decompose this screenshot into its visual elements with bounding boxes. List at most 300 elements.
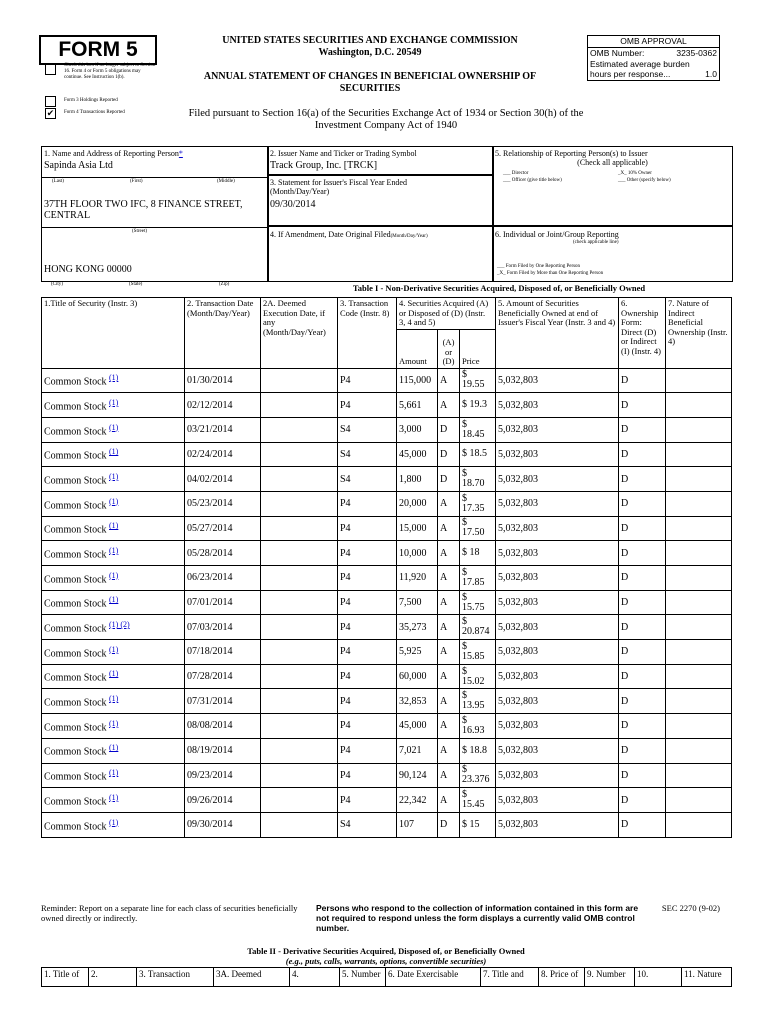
security-title: Common Stock <box>44 598 107 610</box>
ownership-form: D <box>619 738 666 763</box>
price-line2: 18.45 <box>462 428 485 440</box>
amount-owned: 5,032,803 <box>496 467 619 492</box>
relationship-label: 5. Relationship of Reporting Person(s) to Issuer <box>495 149 648 158</box>
table-row <box>42 640 732 665</box>
transaction-date: 05/28/2014 <box>185 541 261 566</box>
table-row <box>42 615 732 640</box>
derivative-col-header: 11. Nature <box>682 968 732 987</box>
omb-number-label: OMB Number: <box>590 48 645 58</box>
table-row <box>42 516 732 541</box>
price-line1: $ <box>462 690 467 702</box>
table-row <box>42 714 732 739</box>
table-row <box>42 788 732 813</box>
price-line2: 19.55 <box>462 379 485 391</box>
table2-subtitle: (e.g., puts, calls, warrants, options, convertible securities) <box>285 956 487 966</box>
security-title: Common Stock <box>44 475 107 487</box>
amount-owned: 5,032,803 <box>496 664 619 689</box>
price-line2: 15.02 <box>462 675 485 687</box>
security-title-cell <box>42 590 185 615</box>
nature-of-ownership <box>666 417 732 442</box>
derivative-col-header: 2. <box>89 968 137 987</box>
acquired-disposed: D <box>438 417 460 442</box>
price-cell <box>460 417 496 442</box>
deemed-date <box>261 516 338 541</box>
price-cell <box>460 664 496 689</box>
ownership-form: D <box>619 516 666 541</box>
transaction-date: 09/26/2014 <box>185 788 261 813</box>
ownership-form: D <box>619 566 666 591</box>
price-cell <box>460 590 496 615</box>
table-row <box>42 763 732 788</box>
price-cell <box>460 714 496 739</box>
nature-of-ownership <box>666 467 732 492</box>
transaction-code: P4 <box>338 590 397 615</box>
amount: 1,800 <box>397 467 438 492</box>
price-cell <box>460 467 496 492</box>
derivative-col-header: 6. Date Exercisable <box>386 968 481 987</box>
form4-transactions-text: Form 4 Transactions Reported <box>64 110 125 115</box>
acquired-disposed: A <box>438 516 460 541</box>
amount: 15,000 <box>397 516 438 541</box>
acquired-disposed: A <box>438 788 460 813</box>
price-line2: 17.85 <box>462 576 485 588</box>
amount: 45,000 <box>397 714 438 739</box>
nature-of-ownership <box>666 788 732 813</box>
transaction-date: 02/12/2014 <box>185 393 261 418</box>
derivative-col-header: 7. Title and <box>481 968 539 987</box>
price-line2: 17.50 <box>462 527 485 539</box>
price-line1: $ 15 <box>462 818 480 830</box>
transaction-code: P4 <box>338 491 397 516</box>
reporting-person-city: HONG KONG 00000 <box>44 264 132 275</box>
price-line1: $ <box>462 591 467 603</box>
security-title-cell <box>42 615 185 640</box>
amount-owned: 5,032,803 <box>496 714 619 739</box>
security-title: Common Stock <box>44 672 107 684</box>
nature-of-ownership <box>666 664 732 689</box>
acquired-disposed: A <box>438 664 460 689</box>
security-title: Common Stock <box>44 796 107 808</box>
amendment-label: 4. If Amendment, Date Original Filed <box>270 230 391 239</box>
agency-address: Washington, D.C. 20549 <box>318 47 422 58</box>
security-title-cell <box>42 467 185 492</box>
amount: 7,021 <box>397 738 438 763</box>
filing-type-box <box>492 225 733 282</box>
transaction-code: P4 <box>338 541 397 566</box>
amendment-box <box>267 225 494 282</box>
transaction-date: 07/18/2014 <box>185 640 261 665</box>
transaction-date: 09/23/2014 <box>185 763 261 788</box>
amount: 11,920 <box>397 566 438 591</box>
transaction-code: P4 <box>338 714 397 739</box>
amount-owned: 5,032,803 <box>496 417 619 442</box>
price-line1: $ <box>462 492 467 504</box>
statement-title-line1: ANNUAL STATEMENT OF CHANGES IN BENEFICIAL OWNERSHIP OF <box>203 71 537 82</box>
amount: 7,500 <box>397 590 438 615</box>
transaction-code: S4 <box>338 417 397 442</box>
table-row <box>42 442 732 467</box>
filing-type-sub: (check applicable line) <box>573 240 619 245</box>
agency-name: UNITED STATES SECURITIES AND EXCHANGE COMMISSION <box>222 35 518 46</box>
price-line1: $ <box>462 764 467 776</box>
transaction-date: 07/03/2014 <box>185 615 261 640</box>
footnote-link[interactable]: (1) <box>109 521 119 531</box>
amount: 5,661 <box>397 393 438 418</box>
derivative-col-header: 1. Title of <box>42 968 89 987</box>
ownership-form: D <box>619 467 666 492</box>
ownership-form: D <box>619 615 666 640</box>
transaction-code: P4 <box>338 738 397 763</box>
non-derivative-table <box>41 297 732 838</box>
amount-owned: 5,032,803 <box>496 738 619 763</box>
street-label: (Street) <box>132 229 147 234</box>
relationship-sub: (Check all applicable) <box>577 158 648 167</box>
col-nature-header: 7. Nature of Indirect Beneficial Ownership (Instr. 4) <box>666 298 732 369</box>
amount: 107 <box>397 812 438 837</box>
footnote-link[interactable]: (1) <box>109 422 119 432</box>
footnote-link[interactable]: (1) <box>109 447 119 457</box>
deemed-date <box>261 417 338 442</box>
transaction-code: P4 <box>338 664 397 689</box>
col-ad-header: (A) or (D) <box>438 329 460 368</box>
reporting-person-name: Sapinda Asia Ltd <box>44 160 113 171</box>
amendment-sub: (Month/Day/Year) <box>390 234 428 239</box>
footnote-link[interactable]: (1) <box>109 817 119 827</box>
acquired-disposed: A <box>438 640 460 665</box>
transaction-date: 01/30/2014 <box>185 368 261 393</box>
price-line2: 15.75 <box>462 601 485 613</box>
footnote-link[interactable]: (1) <box>109 669 119 679</box>
nature-of-ownership <box>666 738 732 763</box>
ownership-form: D <box>619 541 666 566</box>
security-title-cell <box>42 812 185 837</box>
price-cell <box>460 491 496 516</box>
table-row <box>42 541 732 566</box>
table1-title: Table I - Non-Derivative Securities Acquired, Disposed of, or Beneficially Owned <box>352 283 646 293</box>
nature-of-ownership <box>666 442 732 467</box>
nature-of-ownership <box>666 541 732 566</box>
price-line1: $ 18 <box>462 547 480 559</box>
statement-period-box <box>267 174 494 227</box>
middle-name-label: (Middle) <box>217 179 235 184</box>
transaction-date: 05/27/2014 <box>185 516 261 541</box>
ownership-form: D <box>619 590 666 615</box>
security-title: Common Stock <box>44 499 107 511</box>
deemed-date <box>261 689 338 714</box>
footnote-link[interactable]: (1) (2) <box>109 620 130 630</box>
amount-owned: 5,032,803 <box>496 516 619 541</box>
omb-burden-line2: hours per response... <box>590 69 671 79</box>
omb-notice-text: Persons who respond to the collection of information contained in this form are not required to respond unless the form displays a currently valid OMB control number. <box>316 903 639 933</box>
zip-label: (Zip) <box>219 282 230 287</box>
footnote-link[interactable]: (1) <box>109 718 119 728</box>
security-title: Common Stock <box>44 574 107 585</box>
price-line2: 13.95 <box>462 700 485 712</box>
price-line1: $ <box>462 789 467 801</box>
amount: 5,925 <box>397 640 438 665</box>
deemed-date <box>261 590 338 615</box>
no-longer-subject-text: Check this box if no longer subject to Section 16. Form 4 or Form 5 obligations may continue. See Instruction 1(b). <box>64 63 156 80</box>
relationship-box <box>492 146 733 227</box>
transaction-date: 06/23/2014 <box>185 566 261 591</box>
nature-of-ownership <box>666 590 732 615</box>
price-line1: $ <box>462 418 467 430</box>
nature-of-ownership <box>666 640 732 665</box>
acquired-disposed: A <box>438 393 460 418</box>
director-option[interactable]: ___ Director <box>503 171 529 176</box>
nature-of-ownership <box>666 615 732 640</box>
price-line2: 17.35 <box>462 502 485 514</box>
no-longer-subject-checkbox[interactable] <box>45 64 56 75</box>
ownership-form: D <box>619 368 666 393</box>
transaction-code: P4 <box>338 393 397 418</box>
price-line2: 23.376 <box>462 774 490 786</box>
amount-owned: 5,032,803 <box>496 368 619 393</box>
footnote-link[interactable]: (1) <box>109 743 119 753</box>
col-price-header: Price <box>460 329 496 368</box>
amount-owned: 5,032,803 <box>496 566 619 591</box>
first-name-label: (First) <box>130 179 143 184</box>
form-title: FORM 5 <box>39 35 157 65</box>
deemed-date <box>261 714 338 739</box>
acquired-disposed: A <box>438 566 460 591</box>
reporting-person-box <box>41 146 269 282</box>
price-line2: 16.93 <box>462 724 485 736</box>
security-title-cell <box>42 664 185 689</box>
ownership-form: D <box>619 788 666 813</box>
ownership-form: D <box>619 442 666 467</box>
acquired-disposed: A <box>438 368 460 393</box>
security-title-cell <box>42 640 185 665</box>
acquired-disposed: D <box>438 442 460 467</box>
form3-holdings-checkbox[interactable] <box>45 96 56 107</box>
form3-holdings-text: Form 3 Holdings Reported <box>64 98 118 103</box>
acquired-disposed: A <box>438 541 460 566</box>
deemed-date <box>261 788 338 813</box>
amount-owned: 5,032,803 <box>496 442 619 467</box>
derivative-col-header: 4. <box>290 968 340 987</box>
amount: 22,342 <box>397 788 438 813</box>
ownership-form: D <box>619 812 666 837</box>
price-line1: $ <box>462 714 467 726</box>
footnote-link[interactable]: (1) <box>109 397 119 407</box>
amount: 10,000 <box>397 541 438 566</box>
footnote-link[interactable]: (1) <box>109 373 119 383</box>
acquired-disposed: A <box>438 763 460 788</box>
security-title: Common Stock <box>44 549 107 561</box>
omb-burden-line1: Estimated average burden <box>590 58 690 69</box>
table-row <box>42 417 732 442</box>
col-owned-header: 5. Amount of Securities Beneficially Owned at end of Issuer's Fiscal Year (Instr. 3 and 4) <box>496 298 619 369</box>
statement-title-line2: SECURITIES <box>339 83 401 94</box>
table2-title: Table II - Derivative Securities Acquired, Disposed of, or Beneficially Owned <box>247 946 525 956</box>
transaction-code: P4 <box>338 763 397 788</box>
price-cell <box>460 393 496 418</box>
transaction-code: P4 <box>338 640 397 665</box>
deemed-date <box>261 368 338 393</box>
table-row <box>42 689 732 714</box>
transaction-code: P4 <box>338 689 397 714</box>
nature-of-ownership <box>666 516 732 541</box>
table-row <box>42 368 732 393</box>
reminder-text: Reminder: Report on a separate line for each class of securities beneficially owned directly or indirectly. <box>41 903 298 923</box>
security-title: Common Stock <box>44 401 107 413</box>
filed-pursuant-line1: Filed pursuant to Section 16(a) of the Securities Exchange Act of 1934 or Section 30(h) of the <box>188 108 584 119</box>
security-title-cell <box>42 442 185 467</box>
footnote-link[interactable]: (1) <box>109 570 119 580</box>
col-securities-header: 4. Securities Acquired (A) or Disposed of (D) (Instr. 3, 4 and 5) <box>397 298 496 330</box>
transaction-code: P4 <box>338 368 397 393</box>
security-title: Common Stock <box>44 771 107 783</box>
deemed-date <box>261 491 338 516</box>
derivative-col-header: 3A. Deemed <box>214 968 290 987</box>
acquired-disposed: A <box>438 714 460 739</box>
nature-of-ownership <box>666 491 732 516</box>
footnote-link[interactable]: (1) <box>109 471 119 481</box>
footnote-link[interactable]: (1) <box>109 545 119 555</box>
footnote-link[interactable]: (1) <box>109 496 119 506</box>
transaction-date: 05/23/2014 <box>185 491 261 516</box>
omb-title: OMB APPROVAL <box>588 36 719 48</box>
price-line2: 20.874 <box>462 626 490 638</box>
reporting-person-label: 1. Name and Address of Reporting Person <box>44 149 179 158</box>
amount: 3,000 <box>397 417 438 442</box>
derivative-col-header: 3. Transaction <box>137 968 214 987</box>
transaction-date: 04/02/2014 <box>185 467 261 492</box>
deemed-date <box>261 442 338 467</box>
table-row <box>42 664 732 689</box>
amount: 32,853 <box>397 689 438 714</box>
nature-of-ownership <box>666 566 732 591</box>
other-option[interactable]: ___ Other (specify below) <box>618 178 671 183</box>
omb-burden-value: 1.0 <box>705 69 717 79</box>
amount: 45,000 <box>397 442 438 467</box>
security-title-cell <box>42 516 185 541</box>
amount-owned: 5,032,803 <box>496 812 619 837</box>
price-cell <box>460 516 496 541</box>
one-person-option[interactable]: ___ Form Filed by One Reporting Person <box>497 264 581 269</box>
transaction-code: S4 <box>338 467 397 492</box>
nature-of-ownership <box>666 812 732 837</box>
amount-owned: 5,032,803 <box>496 788 619 813</box>
reporting-person-street: 37TH FLOOR TWO IFC, 8 FINANCE STREET, CENTRAL <box>44 199 243 221</box>
table-row <box>42 393 732 418</box>
security-title: Common Stock <box>44 623 107 635</box>
price-cell <box>460 689 496 714</box>
deemed-date <box>261 615 338 640</box>
nature-of-ownership <box>666 393 732 418</box>
col-code-header: 3. Transaction Code (Instr. 8) <box>338 298 397 369</box>
ownership-form: D <box>619 714 666 739</box>
price-line1: $ 18.8 <box>462 744 487 756</box>
issuer-box <box>267 146 494 176</box>
footnote-link[interactable]: (1) <box>109 768 119 778</box>
officer-option[interactable]: ___ Officer (give title below) <box>503 178 562 183</box>
amount: 115,000 <box>397 368 438 393</box>
price-cell <box>460 615 496 640</box>
deemed-date <box>261 393 338 418</box>
price-line1: $ <box>462 468 467 480</box>
price-line1: $ <box>462 665 467 677</box>
price-cell <box>460 812 496 837</box>
statement-period-label: 3. Statement for Issuer's Fiscal Year Ended (Month/Day/Year) <box>270 178 407 196</box>
acquired-disposed: A <box>438 615 460 640</box>
col-date-header: 2. Transaction Date (Month/Day/Year) <box>185 298 261 369</box>
amount: 20,000 <box>397 491 438 516</box>
more-persons-option[interactable]: _X_ Form Filed by More than One Reporting Person <box>497 271 604 276</box>
acquired-disposed: A <box>438 590 460 615</box>
acquired-disposed: A <box>438 491 460 516</box>
table-row <box>42 812 732 837</box>
security-title: Common Stock <box>44 820 107 832</box>
footnote-link[interactable]: (1) <box>109 694 119 704</box>
security-title: Common Stock <box>44 450 107 462</box>
filed-pursuant-line2: Investment Company Act of 1940 <box>314 120 458 131</box>
acquired-disposed: A <box>438 738 460 763</box>
reporting-person-asterisk[interactable]: * <box>178 149 183 158</box>
price-cell <box>460 788 496 813</box>
table-row <box>42 467 732 492</box>
ownership-form: D <box>619 417 666 442</box>
security-title: Common Stock <box>44 376 107 388</box>
ten-percent-owner-option[interactable]: _X_ 10% Owner <box>618 171 652 176</box>
ownership-form: D <box>619 664 666 689</box>
amount-owned: 5,032,803 <box>496 541 619 566</box>
deemed-date <box>261 541 338 566</box>
transaction-date: 03/21/2014 <box>185 417 261 442</box>
statement-period-value: 09/30/2014 <box>270 199 316 210</box>
acquired-disposed: D <box>438 812 460 837</box>
deemed-date <box>261 566 338 591</box>
amount-owned: 5,032,803 <box>496 689 619 714</box>
transaction-code: P4 <box>338 615 397 640</box>
security-title-cell <box>42 763 185 788</box>
security-title-cell <box>42 689 185 714</box>
security-title: Common Stock <box>44 722 107 734</box>
security-title-cell <box>42 417 185 442</box>
amount-owned: 5,032,803 <box>496 640 619 665</box>
transaction-date: 09/30/2014 <box>185 812 261 837</box>
ownership-form: D <box>619 763 666 788</box>
amount-owned: 5,032,803 <box>496 491 619 516</box>
security-title-cell <box>42 788 185 813</box>
security-title: Common Stock <box>44 648 107 660</box>
omb-number-value: 3235-0362 <box>676 48 717 58</box>
amount-owned: 5,032,803 <box>496 615 619 640</box>
transaction-date: 07/28/2014 <box>185 664 261 689</box>
last-name-label: (Last) <box>52 179 64 184</box>
price-cell <box>460 566 496 591</box>
col-ownership-form-header: 6. Ownership Form: Direct (D) or Indirect (I) (Instr. 4) <box>619 298 666 369</box>
transaction-date: 07/01/2014 <box>185 590 261 615</box>
footnote-link[interactable]: (1) <box>109 792 119 802</box>
amount-owned: 5,032,803 <box>496 393 619 418</box>
security-title: Common Stock <box>44 524 107 536</box>
nature-of-ownership <box>666 714 732 739</box>
transaction-date: 07/31/2014 <box>185 689 261 714</box>
deemed-date <box>261 664 338 689</box>
nature-of-ownership <box>666 689 732 714</box>
footnote-link[interactable]: (1) <box>109 595 119 605</box>
city-label: (City) <box>51 282 63 287</box>
price-line1: $ <box>462 616 467 628</box>
price-cell <box>460 442 496 467</box>
transaction-date: 08/19/2014 <box>185 738 261 763</box>
transaction-date: 08/08/2014 <box>185 714 261 739</box>
footnote-link[interactable]: (1) <box>109 644 119 654</box>
form4-transactions-checkbox[interactable]: ✔ <box>46 108 55 118</box>
ownership-form: D <box>619 689 666 714</box>
